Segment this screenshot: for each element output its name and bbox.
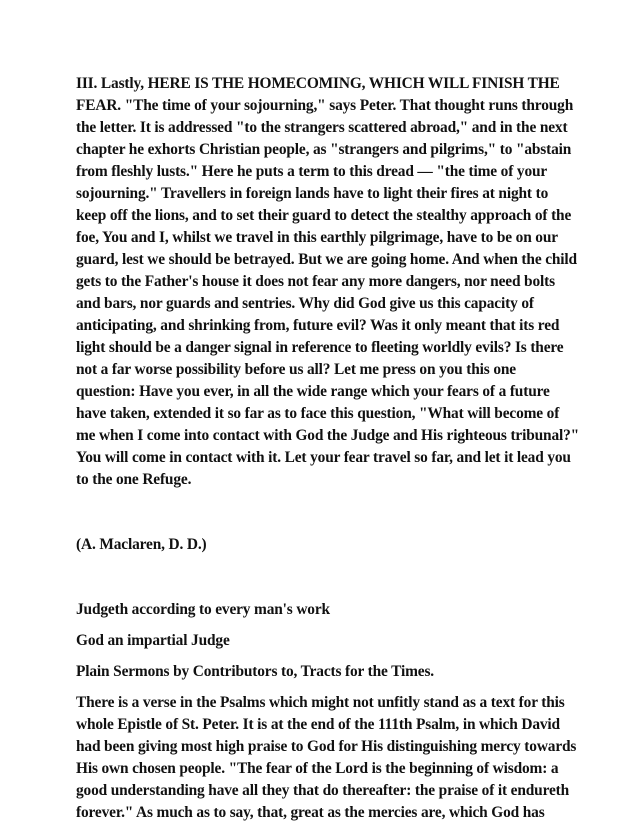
source-line: Plain Sermons by Contributors to, Tracts for the Times. bbox=[76, 663, 434, 680]
text-line: had been giving most high praise to God for His distinguishing mercy towards bbox=[76, 738, 577, 755]
text-line: sojourning." Travellers in foreign lands have to light their fires at night to bbox=[76, 185, 549, 202]
text-line: have taken, extended it so far as to face this question, "What will become of bbox=[76, 405, 560, 422]
text-line: not a far worse possibility before us all? Let me press on you this one bbox=[76, 361, 516, 378]
text-line: foe, You and I, whilst we travel in this earthly pilgrimage, have to be on our bbox=[76, 229, 558, 246]
text-line: guard, lest we should be betrayed. But we are going home. And when the child bbox=[76, 251, 577, 268]
text-line: FEAR. "The time of your sojourning," says Peter. That thought runs through bbox=[76, 97, 574, 114]
text-line: good understanding have all they that do thereafter: the praise of it endureth bbox=[76, 782, 570, 799]
text-line: from fleshly lusts." Here he puts a term to this dread — "the time of your bbox=[76, 163, 548, 180]
text-line: me when I come into contact with God the Judge and His righteous tribunal?" bbox=[76, 427, 580, 444]
text-line: keep off the lions, and to set their guard to detect the stealthy approach of the bbox=[76, 207, 572, 224]
text-line: chapter he exhorts Christian people, as "strangers and pilgrims," to "abstain bbox=[76, 141, 572, 158]
text-line: to the one Refuge. bbox=[76, 471, 192, 488]
section-heading: Judgeth according to every man's work bbox=[76, 601, 330, 618]
text-line: and bars, nor guards and sentries. Why did God give us this capacity of bbox=[76, 295, 534, 312]
text-line: forever." As much as to say, that, great as the mercies are, which God has bbox=[76, 804, 545, 821]
text-line: the letter. It is addressed "to the strangers scattered abroad," and in the next bbox=[76, 119, 568, 136]
text-line: anticipating, and shrinking from, future evil? Was it only meant that its red bbox=[76, 317, 560, 334]
text-line: whole Epistle of St. Peter. It is at the end of the 111th Psalm, in which David bbox=[76, 716, 560, 733]
text-line: gets to the Father's house it does not fear any more dangers, nor need bolts bbox=[76, 273, 555, 290]
text-line: III. Lastly, HERE IS THE HOMECOMING, WHICH WILL FINISH THE bbox=[76, 75, 560, 92]
text-line: You will come in contact with it. Let your fear travel so far, and let it lead you bbox=[76, 449, 571, 466]
attribution: (A. Maclaren, D. D.) bbox=[76, 536, 207, 553]
text-line: question: Have you ever, in all the wide range which your fears of a future bbox=[76, 383, 550, 400]
text-line: There is a verse in the Psalms which might not unfitly stand as a text for this bbox=[76, 694, 565, 711]
section-subheading: God an impartial Judge bbox=[76, 632, 230, 649]
text-line: His own chosen people. "The fear of the Lord is the beginning of wisdom: a bbox=[76, 760, 559, 777]
text-line: light should be a danger signal in reference to fleeting worldly evils? Is there bbox=[76, 339, 564, 356]
